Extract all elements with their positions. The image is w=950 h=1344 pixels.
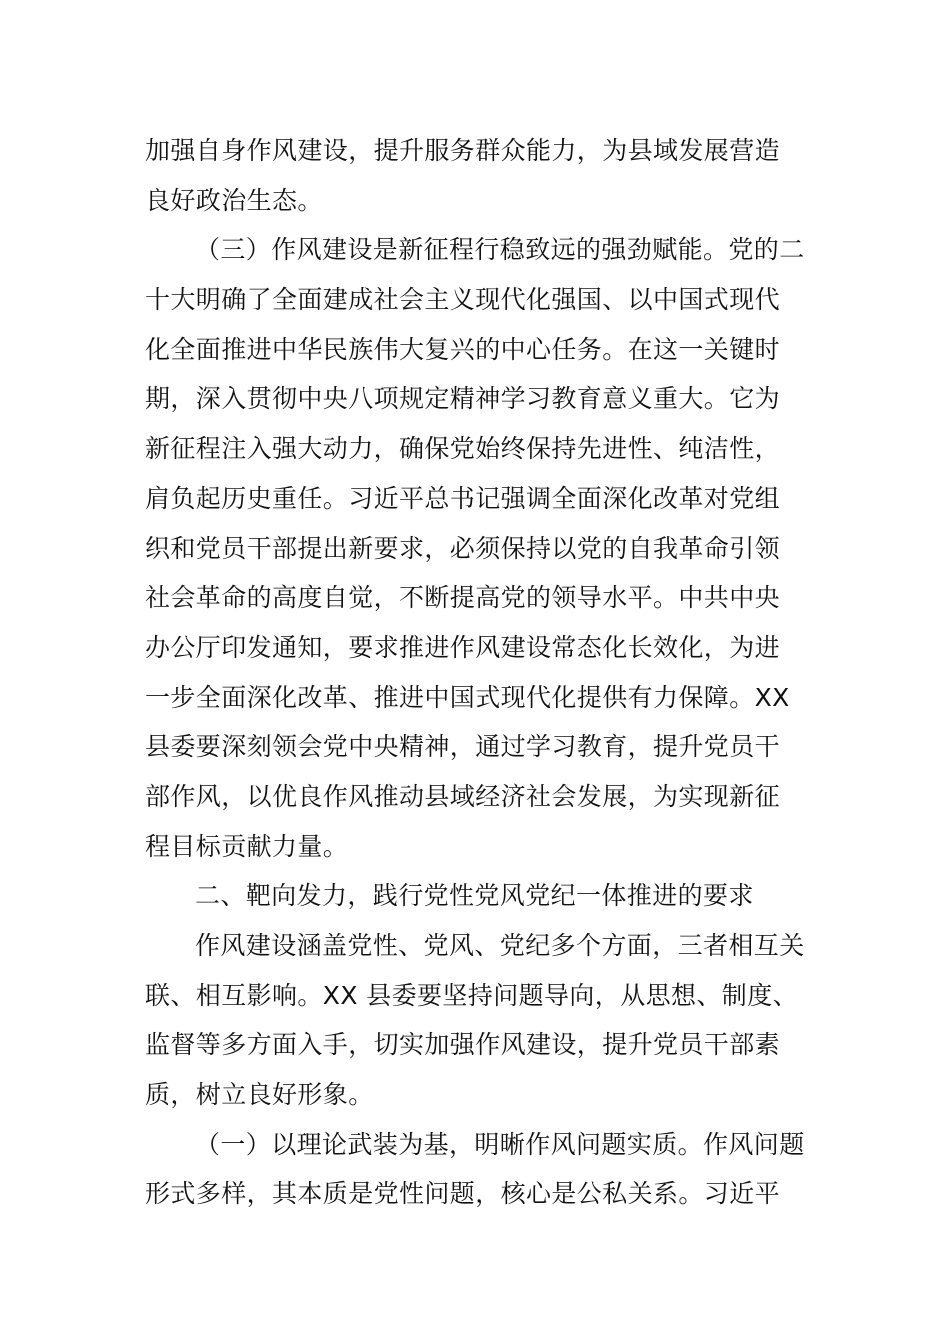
text-line: 十大明确了全面建成社会主义现代化强国、以中国式现代 — [145, 285, 781, 315]
text-line: 联、相互影响。XX 县委要坚持问题导向，从思想、制度、 — [145, 980, 799, 1010]
text-line: 办公厅印发通知，要求推进作风建设常态化长效化，为进 — [145, 632, 781, 662]
text-line: 部作风，以优良作风推动县域经济社会发展，为实现新征 — [145, 781, 781, 811]
text-line: 新征程注入强大动力，确保党始终保持先进性、纯洁性， — [145, 434, 781, 464]
text-line: 监督等多方面入手，切实加强作风建设，提升党员干部素 — [145, 1030, 781, 1060]
text-line: 织和党员干部提出新要求，必须保持以党的自我革命引领 — [145, 533, 781, 563]
text-line: 加强自身作风建设，提升服务群众能力，为县域发展营造 — [145, 136, 781, 165]
section-heading-1: （一）以理论武装为基，明晰作风问题实质。作风问题 — [195, 1129, 805, 1159]
section-heading-2: 二、靶向发力，践行党性党风党纪一体推进的要求 — [195, 881, 754, 911]
text-line: 期，深入贯彻中央八项规定精神学习教育意义重大。它为 — [145, 384, 781, 414]
text-line: 一步全面深化改革、推进中国式现代化提供有力保障。XX — [145, 682, 790, 712]
text-line: 良好政治生态。 — [145, 185, 323, 215]
paragraph-start: 作风建设涵盖党性、党风、党纪多个方面，三者相互关 — [195, 931, 805, 960]
text-line: 质，树立良好形象。 — [145, 1080, 374, 1110]
text-line: 化全面推进中华民族伟大复兴的中心任务。在这一关键时 — [145, 334, 781, 364]
section-heading-3: （三）作风建设是新征程行稳致远的强劲赋能。党的二 — [195, 235, 805, 265]
text-line: 肩负起历史重任。习近平总书记强调全面深化改革对党组 — [145, 483, 781, 513]
text-line: 社会革命的高度自觉，不断提高党的领导水平。中共中央 — [145, 583, 781, 613]
text-line: 县委要深刻领会党中央精神，通过学习教育，提升党员干 — [145, 732, 781, 762]
body-text — [145, 126, 805, 1219]
text-line: 程目标贡献力量。 — [145, 831, 349, 861]
text-line: 形式多样，其本质是党性问题，核心是公私关系。习近平 — [145, 1179, 781, 1209]
